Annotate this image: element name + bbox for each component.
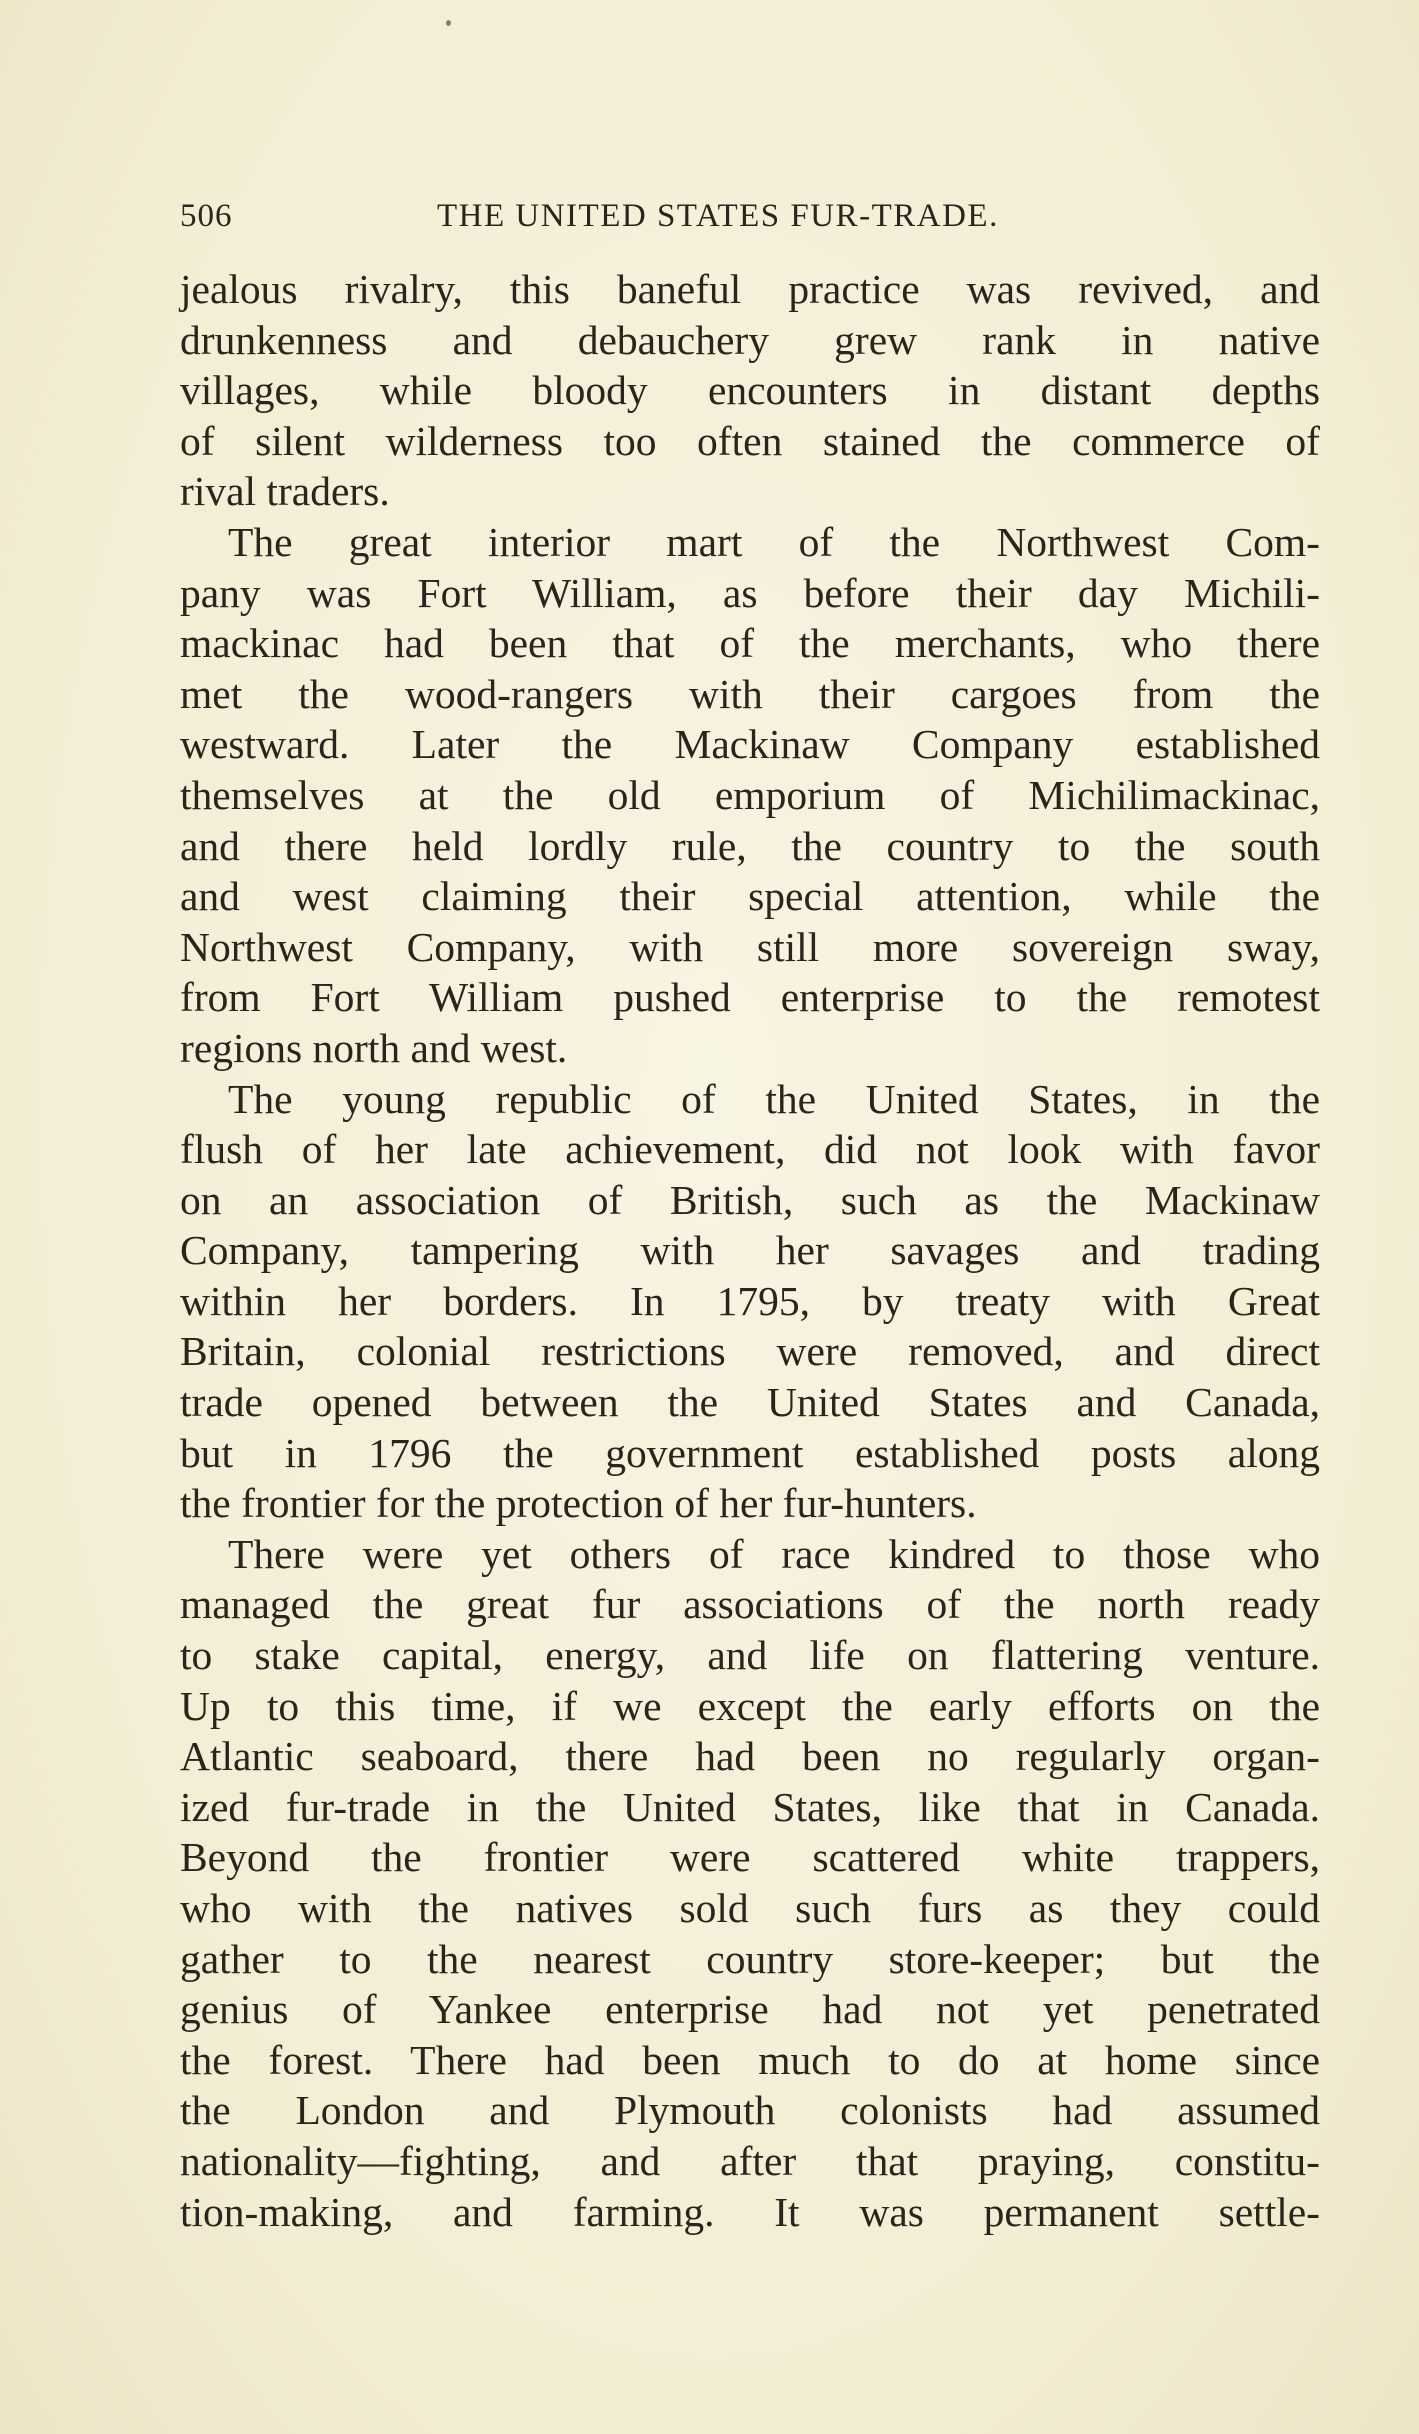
text-line: but in 1796 the government established posts along: [180, 1429, 1320, 1476]
text-line: Company, tampering with her savages and trading: [180, 1227, 1320, 1274]
text-line: drunkenness and debauchery grew rank in native: [180, 316, 1320, 363]
text-line: from Fort William pushed enterprise to the remotest: [180, 974, 1320, 1021]
text-line: There were yet others of race kindred to those who: [228, 1530, 1320, 1577]
text-line: westward. Later the Mackinaw Company established: [180, 721, 1320, 768]
text-line: the forest. There had been much to do at home since: [180, 2036, 1320, 2083]
text-line: The great interior mart of the Northwest Com-: [228, 518, 1320, 565]
text-line: flush of her late achievement, did not look with favor: [180, 1126, 1320, 1173]
text-line: to stake capital, energy, and life on flattering venture.: [180, 1632, 1320, 1679]
text-line: the frontier for the protection of her fur-hunters.: [180, 1480, 977, 1527]
text-line: met the wood-rangers with their cargoes from the: [180, 670, 1320, 717]
text-line: themselves at the old emporium of Michilimackinac,: [180, 771, 1320, 818]
running-title: THE UNITED STATES FUR-TRADE.: [437, 198, 999, 234]
text-line: Beyond the frontier were scattered white trappers,: [180, 1834, 1320, 1881]
text-line: nationality—fighting, and after that praying, constitu-: [180, 2137, 1320, 2184]
page-number: 506: [180, 198, 233, 234]
text-line: Britain, colonial restrictions were removed, and direct: [180, 1328, 1320, 1375]
text-line: tion-making, and farming. It was permanent settle-: [180, 2188, 1320, 2235]
text-line: and there held lordly rule, the country to the south: [180, 822, 1320, 869]
text-line: on an association of British, such as the Mackinaw: [180, 1176, 1320, 1223]
text-line: ized fur-trade in the United States, like that in Canada.: [180, 1783, 1320, 1830]
text-line: Atlantic seaboard, there had been no regularly organ-: [180, 1733, 1320, 1780]
text-line: genius of Yankee enterprise had not yet penetrated: [180, 1986, 1320, 2033]
text-line: mackinac had been that of the merchants, who there: [180, 620, 1320, 667]
ink-speck: [446, 20, 451, 26]
text-line: villages, while bloody encounters in distant depths: [180, 367, 1320, 414]
text-line: rival traders.: [180, 468, 390, 515]
running-head: [180, 198, 1340, 248]
text-line: Up to this time, if we except the early efforts on the: [180, 1682, 1320, 1729]
text-line: Northwest Company, with still more sovereign sway,: [180, 923, 1320, 970]
text-line: regions north and west.: [180, 1024, 568, 1071]
body-text: [180, 264, 1320, 2237]
text-line: who with the natives sold such furs as they could: [180, 1885, 1320, 1931]
text-line: of silent wilderness too often stained the commerce of: [180, 417, 1320, 464]
text-line: managed the great fur associations of the north ready: [180, 1581, 1320, 1628]
text-line: trade opened between the United States and Canada,: [180, 1379, 1320, 1426]
text-line: gather to the nearest country store-keeper; but the: [180, 1935, 1320, 1982]
text-line: the London and Plymouth colonists had assumed: [180, 2087, 1320, 2134]
text-line: within her borders. In 1795, by treaty with Great: [180, 1277, 1320, 1324]
text-line: and west claiming their special attention, while the: [180, 873, 1320, 920]
text-line: jealous rivalry, this baneful practice was revived, and: [180, 266, 1320, 312]
text-line: pany was Fort William, as before their day Michili-: [180, 569, 1320, 616]
text-line: The young republic of the United States, in the: [228, 1075, 1320, 1122]
